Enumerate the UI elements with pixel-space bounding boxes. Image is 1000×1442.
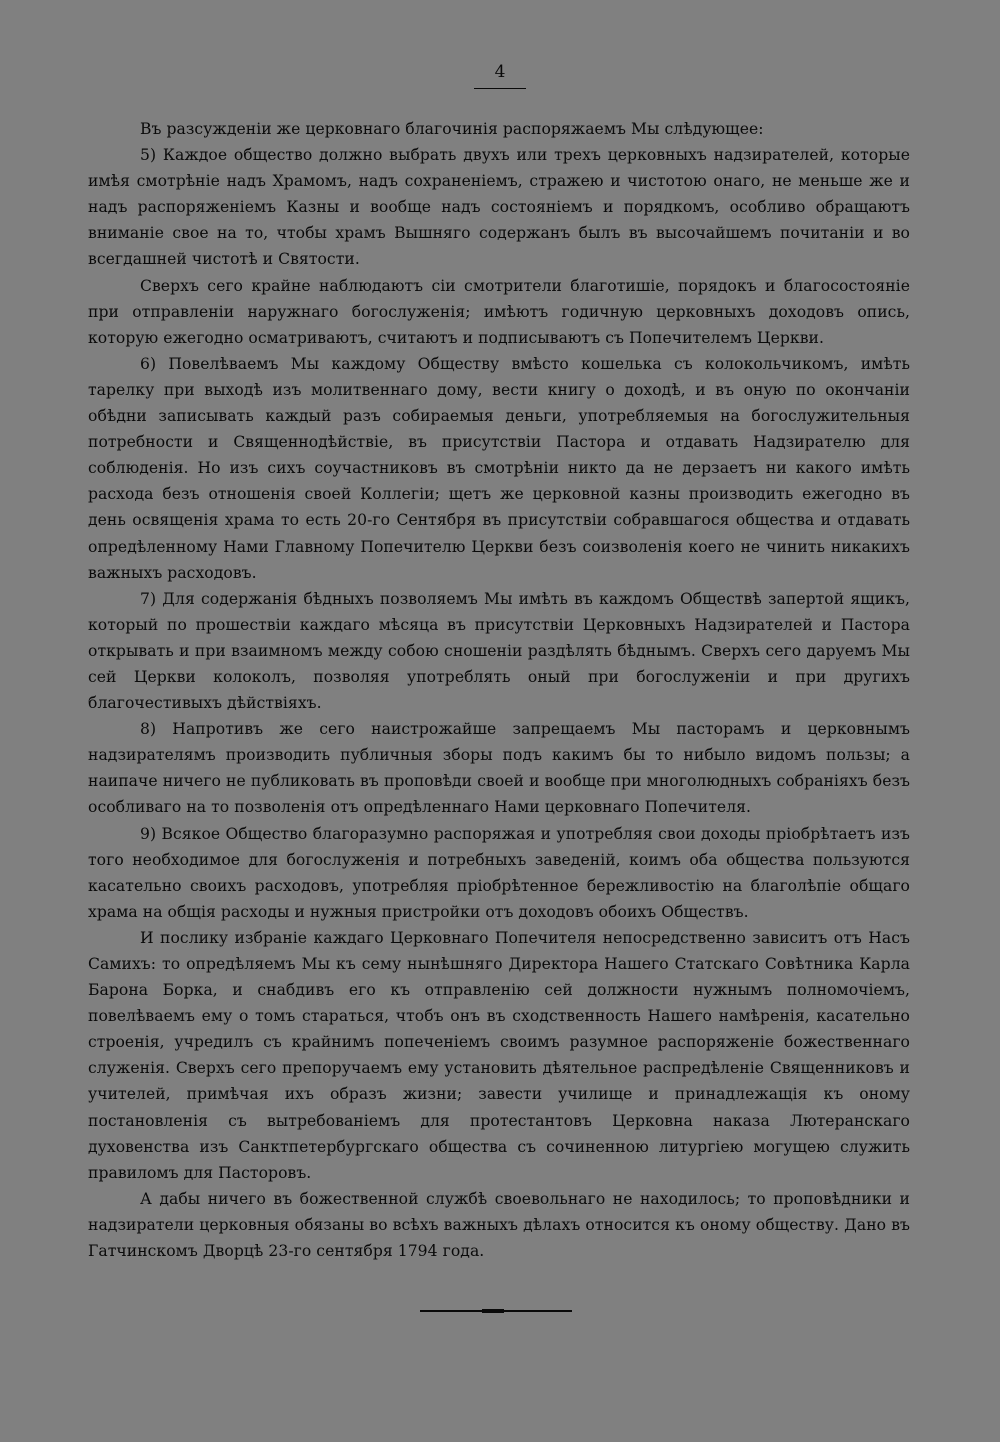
page-number: 4: [494, 62, 506, 82]
paragraph-closing: А дабы ничего въ божественной службѣ своевольнаго не находилось; то проповѣдники и надзиратели церковныя обязаны во всѣхъ важныхъ дѣлахъ относится къ оному обществу. Дано въ Гатчинскомъ Дворцѣ 23-го сентября 1794 года.: [88, 1189, 910, 1261]
paragraph-article-9: 9) Всякое Общество благоразумно распоряжая и употребляя свои доходы пріобрѣтаетъ изъ того необходимое для богослуженія и потребныхъ заведеній, коимъ оба общества пользуются касательно своихъ расходовъ, употребляя пріобрѣтенное бережливостію на благолѣпіе общаго храма на общія расходы и нужныя пристройки отъ доходовъ обоихъ Обществъ.: [88, 824, 910, 921]
paragraph-article-7: 7) Для содержанія бѣдныхъ позволяемъ Мы имѣть въ каждомъ Обществѣ запертой ящикъ, который по прошествіи каждаго мѣсяца въ присутствіи Церковныхъ Надзирателей и Пастора открывать и при взаимномъ между собою сношеніи раздѣлять бѣднымъ. Сверхъ сего даруемъ Мы сей Церкви колоколъ, позволяя употреблять оный при богослуженіи и при другихъ благочестивыхъ дѣйствіяхъ.: [88, 589, 910, 713]
paragraph-supervisors-duties: Сверхъ сего крайне наблюдаютъ сіи смотрители благотишіе, порядокъ и благосостояніе при отправленіи наружнаго богослуженія; имѣютъ годичную церковныхъ доходовъ опись, которую ежегодно осматриваютъ, считаютъ и подписываютъ съ Попечителемъ Церкви.: [88, 276, 910, 347]
paragraph-church-trustee: И послику избраніе каждаго Церковнаго Попечителя непосредственно зависитъ отъ Насъ Самихъ: то опредѣляемъ Мы къ сему нынѣшняго Директора Нашего Статскаго Совѣтника Карла Барона Борка, и снабдивъ его къ отправленію сей должности нужнымъ полномочіемъ, повелѣваемъ ему о томъ стараться, чтобъ онъ въ сходственность Нашего намѣренія, касательно строенія, учредилъ съ крайнимъ попеченіемъ своимъ разумное распоряженіе божественнаго служенія. Сверхъ сего препоручаемъ ему установить дѣятельное распредѣленіе Священниковъ и учителей, примѣчая ихъ образъ жизни; завести училище и принадлежащія къ оному постановленія съ вытребованіемъ для протестантовъ Церковна наказа Лютеранскаго духовенства изъ Санктпетербургскаго общества съ сочиненною литургіею могущею служить правиломъ для Пасторовъ.: [88, 928, 910, 1182]
document-body: [88, 116, 910, 1264]
paragraph-intro: Въ разсужденіи же церковнаго благочинія распоряжаемъ Мы слѣдующее:: [140, 120, 764, 138]
paragraph-article-6: 6) Повелѣваемъ Мы каждому Обществу вмѣсто кошелька съ колокольчикомъ, имѣть тарелку при выходѣ изъ молитвеннаго дому, вести книгу о доходѣ, и въ оную по окончаніи обѣдни записывать каждый разъ собираемыя деньги, употребляемыя на богослужительныя потребности и Священнодѣйствіе, въ присутствіи Пастора и отдавать Надзирателю для соблюденія. Но изъ сихъ соучастниковъ въ смотрѣніи никто да не дерзаетъ ни какого имѣть расхода безъ отношенія своей Коллегіи; щетъ же церковной казны производить ежегодно въ день освященія храма то есть 20-го Сентября въ присутствіи собравшагося общества и отдавать опредѣленному Нами Главному Попечителю Церкви безъ соизволенія коего не чинить никакихъ важныхъ расходовъ.: [88, 354, 910, 582]
paragraph-article-5: 5) Каждое общество должно выбрать двухъ или трехъ церковныхъ надзирателей, которые имѣя смотрѣніе надъ Храмомъ, надъ сохраненіемъ, стражею и чистотою онаго, не меньше же и надъ распоряженіемъ Казны и вообще надъ состояніемъ и порядкомъ, особливо обращаютъ вниманіе свое на то, чтобы храмъ Вышняго содержанъ былъ въ высочайшемъ почитаніи и во всегдашней чистотѣ и Святости.: [88, 146, 910, 269]
end-ornament-rule: [420, 1310, 572, 1312]
paragraph-article-8: 8) Напротивъ же сего наистрожайше запрещаемъ Мы пасторамъ и церковнымъ надзирателямъ производить публичныя зборы подъ какимъ бы то нибыло видомъ пользы; а наипаче ничего не публиковать въ проповѣди своей и вообще при многолюдныхъ собраніяхъ безъ особливаго на то позволенія отъ опредѣленнаго Нами церковнаго Попечителя.: [88, 720, 910, 817]
page-number-underline: [474, 88, 526, 89]
